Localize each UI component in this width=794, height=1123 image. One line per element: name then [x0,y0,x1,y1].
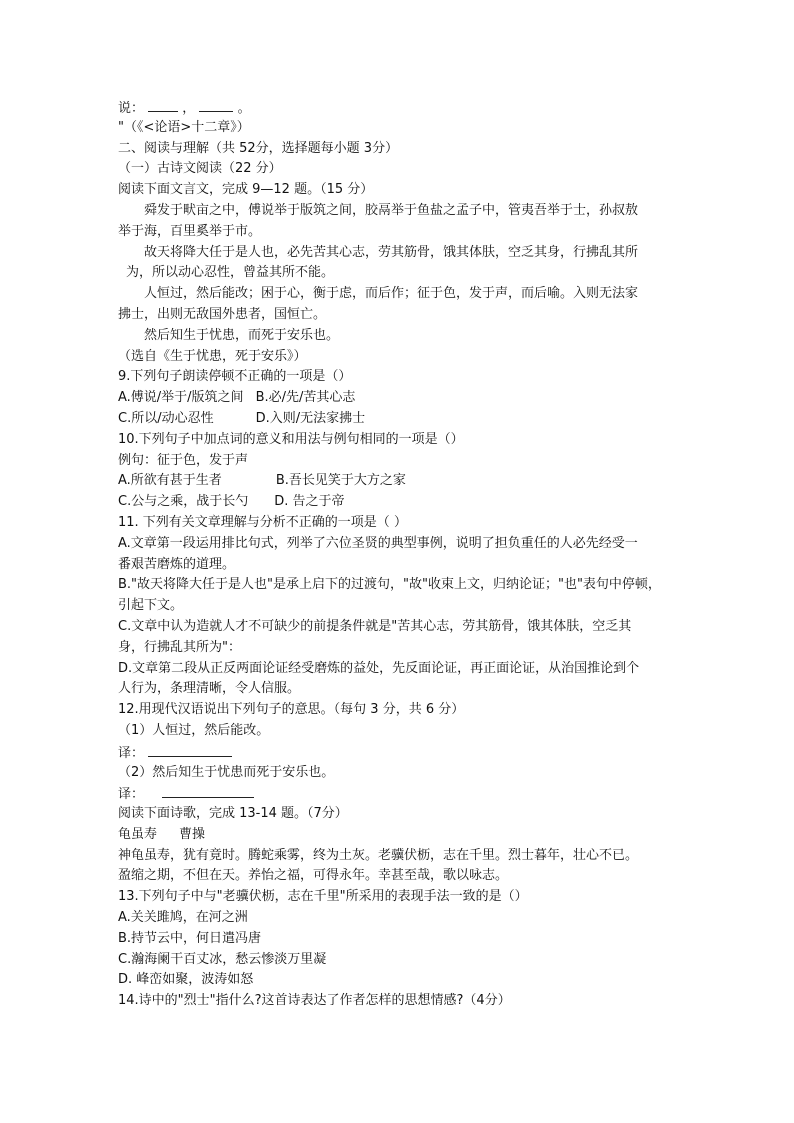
instruction-9-12: 阅读下面文言文，完成 9—12 题。（15 分） [118,182,374,198]
q12-answer-blank-2[interactable] [162,783,254,798]
q9-option-c: C.所以/动心忍性 [118,410,214,426]
passage-p4: 然后知生于忧患，而死于安乐也。 [144,327,340,343]
exam-content [118,97,688,1012]
q11-option-d-line2: 人行为，条理清晰，令人信服。 [118,681,301,697]
shuo-comma: ， [182,101,196,116]
poem-line-2: 盈缩之期，不但在天。养怡之福，可得永年。幸甚至哉，歌以咏志。 [118,868,509,884]
question-10: 10.下列句子中加点词的意义和用法与例句相同的一项是（） [118,431,464,447]
q9-option-a: A.傅说/举于/版筑之间 [118,390,244,406]
question-10-example: 例句：征于色，发于声 [118,452,249,468]
question-14: 14.诗中的"烈士"指什么?这首诗表达了作者怎样的思想情感?（4分） [118,993,511,1009]
q13-option-b: B.持节云中，何日遣冯唐 [118,930,262,946]
q11-option-c-line1: C.文章中认为造就人才不可缺少的前提条件就是"苦其心志，劳其筋骨，饿其体肤，空乏其 [118,618,632,634]
answer-blank-1[interactable] [148,97,178,112]
q11-option-c-line2: 身，行拂乱其所为"： [118,639,241,655]
question-9: 9.下列句子朗读停顿不正确的一项是（） [118,369,352,385]
passage-p3-line1: 人恒过，然后能改；困于心，衡于虑，而后作；征于色，发于声，而后喻。入则无法家 [144,286,639,302]
q11-option-a-line2: 番艰苦磨炼的道理。 [118,556,236,572]
q13-option-c: C.瀚海阑干百丈冰，愁云惨淡万里凝 [118,951,327,967]
answer-line-shuo [118,97,688,118]
q9-option-b: B.必/先/苦其心志 [255,390,356,406]
passage-p2-line2: 为，所以动心忍性，曾益其所不能。 [126,265,335,281]
question-9-options-cd [118,409,688,430]
question-12: 12.用现代汉语说出下列句子的意思。（每句 3 分，共 6 分） [118,702,465,718]
q11-option-b-line1: B."故天将降大任于是人也"是承上启下的过渡句，"故"收束上文，归纳论证；"也"表句中停顿， [118,577,661,593]
answer-blank-2[interactable] [199,97,233,112]
q10-option-d: D. 告之于帝 [274,494,345,510]
source-mencius: （选自《生于忧患，死于安乐》） [118,348,307,364]
shuo-period: 。 [237,101,251,116]
subsection1-heading: （一）古诗文阅读（22 分） [118,161,282,177]
source-analects: "（《<论语>十二章》） [118,119,250,135]
passage-p1-line2: 举于海，百里奚举于市。 [118,223,262,239]
passage-p2-line1: 故天将降大任于是人也，必先苦其心志，劳其筋骨，饿其体肤，空乏其身，行拂乱其所 [144,244,639,260]
q13-option-a: A.关关雎鸠，在河之洲 [118,910,248,926]
passage-p3-line2: 拂士，出则无敌国外患者，国恒亡。 [118,306,327,322]
q12-item-1: （1）人恒过，然后能改。 [118,722,270,738]
q12-translation-1-label: 译： [118,745,145,761]
poem-heading [118,825,688,846]
question-9-options-ab [118,388,688,409]
q11-option-b-line2: 引起下文。 [118,598,184,614]
q11-option-a-line1: A.文章第一段运用排比句式，列举了六位圣贤的典型事例，说明了担负重任的人必先经受一 [118,535,638,551]
question-10-options-ab [118,471,688,492]
instruction-13-14: 阅读下面诗歌，完成 13-14 题。（7分） [118,806,348,822]
q13-option-d: D. 峰峦如聚，波涛如怒 [118,972,254,988]
poem-author: 曹操 [179,826,206,842]
poem-line-1: 神龟虽寿，犹有竟时。腾蛇乘雾，终为土灰。老骥伏枥，志在千里。烈士暮年，壮心不已。 [118,847,639,863]
q12-translation-2-label: 译： [118,787,145,803]
section2-heading: 二、阅读与理解（共 52分，选择题每小题 3分） [118,140,399,156]
question-10-options-cd [118,492,688,513]
q10-option-c: C.公与之乘，战于长勺 [118,494,249,510]
q12-translation-2 [118,783,688,804]
q12-translation-1 [118,742,688,763]
question-13: 13.下列句子中与"老骥伏枥，志在千里"所采用的表现手法一致的是（） [118,889,528,905]
shuo-prefix: 说： [118,101,145,116]
q12-answer-blank-1[interactable] [148,742,232,757]
q10-option-a: A.所欲有甚于生者 [118,473,222,489]
q12-item-2: （2）然后知生于忧患而死于安乐也。 [118,764,335,780]
q11-option-d-line1: D.文章第二段从正反两面论证经受磨炼的益处，先反面论证，再正面论证，从治国推论到个 [118,660,640,676]
q9-option-d: D.入则/无法家拂士 [255,410,366,426]
poem-title: 龟虽寿 [118,826,158,842]
question-11: 11. 下列有关文章理解与分析不正确的一项是（ ） [118,514,407,530]
q10-option-b: B.吾长见笑于大方之家 [275,473,406,489]
passage-p1-line1: 舜发于畎亩之中，傅说举于版筑之间，胶鬲举于鱼盐之孟子中，管夷吾举于士，孙叔敖 [144,202,639,218]
